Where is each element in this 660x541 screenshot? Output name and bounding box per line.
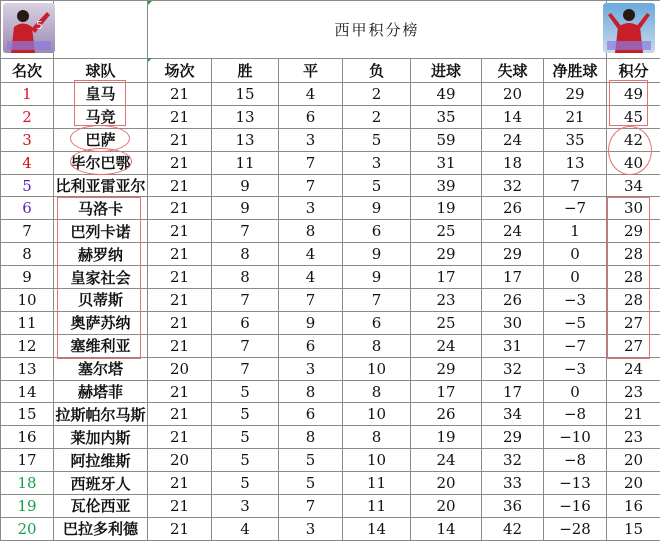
goals-against-cell: 18 [482,151,544,174]
goals-for-cell: 25 [411,220,482,243]
title-blank-cell [54,1,148,59]
right-player-logo [603,3,655,53]
lost-cell: 9 [343,197,411,220]
goal-diff-cell: −7 [544,197,607,220]
team-cell: 奥萨苏纳 [54,311,148,334]
played-cell: 20 [148,449,212,472]
rank-cell: 9 [1,266,54,289]
rank-cell: 8 [1,243,54,266]
goals-against-cell: 32 [482,174,544,197]
drawn-cell: 5 [279,472,343,495]
header-cell: 进球 [411,59,482,83]
table-row [1,174,660,197]
goals-for-cell: 49 [411,83,482,106]
won-cell: 7 [212,220,279,243]
rank-cell: 6 [1,197,54,220]
goal-diff-cell: −3 [544,289,607,312]
won-cell: 5 [212,403,279,426]
drawn-cell: 3 [279,517,343,540]
played-cell: 21 [148,334,212,357]
table-row [1,380,660,403]
goals-for-cell: 19 [411,426,482,449]
header-cell: 积分 [607,59,660,83]
left-player-logo [3,3,55,53]
lost-cell: 10 [343,449,411,472]
goal-diff-cell: −7 [544,334,607,357]
team-cell: 阿拉维斯 [54,449,148,472]
drawn-cell: 7 [279,289,343,312]
table-row [1,197,660,220]
goal-diff-cell: 21 [544,105,607,128]
rank-cell: 12 [1,334,54,357]
goals-against-cell: 32 [482,449,544,472]
drawn-cell: 8 [279,426,343,449]
goals-for-cell: 59 [411,128,482,151]
lost-cell: 10 [343,357,411,380]
points-cell: 28 [607,243,660,266]
rank-cell: 10 [1,289,54,312]
points-cell: 21 [607,403,660,426]
team-cell: 马洛卡 [54,197,148,220]
goals-against-cell: 24 [482,128,544,151]
goal-diff-cell: 7 [544,174,607,197]
played-cell: 21 [148,174,212,197]
svg-text:5: 5 [36,19,43,32]
title-row [1,1,660,59]
played-cell: 20 [148,357,212,380]
goals-against-cell: 33 [482,472,544,495]
rank-cell: 20 [1,517,54,540]
played-cell: 21 [148,128,212,151]
rank-cell: 15 [1,403,54,426]
drawn-cell: 7 [279,495,343,518]
won-cell: 9 [212,174,279,197]
goal-diff-cell: 0 [544,243,607,266]
table-row [1,128,660,151]
played-cell: 21 [148,197,212,220]
goal-diff-cell: 13 [544,151,607,174]
played-cell: 21 [148,472,212,495]
header-cell: 失球 [482,59,544,83]
lost-cell: 5 [343,174,411,197]
won-cell: 8 [212,243,279,266]
drawn-cell: 6 [279,105,343,128]
header-cell: 净胜球 [544,59,607,83]
goal-diff-cell: −16 [544,495,607,518]
goal-diff-cell: −8 [544,449,607,472]
won-cell: 5 [212,426,279,449]
goals-for-cell: 24 [411,334,482,357]
points-cell: 30 [607,197,660,220]
goals-against-cell: 29 [482,243,544,266]
played-cell: 21 [148,289,212,312]
goal-diff-cell: 0 [544,266,607,289]
lost-cell: 6 [343,311,411,334]
goals-against-cell: 42 [482,517,544,540]
points-cell: 15 [607,517,660,540]
drawn-cell: 7 [279,174,343,197]
team-cell: 赫罗纳 [54,243,148,266]
goals-for-cell: 25 [411,311,482,334]
header-cell: 球队 [54,59,148,83]
goals-against-cell: 20 [482,83,544,106]
lost-cell: 8 [343,334,411,357]
goals-for-cell: 20 [411,472,482,495]
played-cell: 21 [148,105,212,128]
table-row [1,311,660,334]
drawn-cell: 8 [279,380,343,403]
team-cell: 皇家社会 [54,266,148,289]
lost-cell: 14 [343,517,411,540]
cell-comment-tick [148,58,152,62]
drawn-cell: 3 [279,128,343,151]
won-cell: 15 [212,83,279,106]
played-cell: 21 [148,517,212,540]
rank-cell: 16 [1,426,54,449]
won-cell: 5 [212,472,279,495]
lost-cell: 5 [343,128,411,151]
goal-diff-cell: 29 [544,83,607,106]
rank-cell: 11 [1,311,54,334]
page-title: 西甲积分榜 [148,1,607,59]
rank-cell: 4 [1,151,54,174]
team-cell: 巴列卡诺 [54,220,148,243]
team-cell: 塞尔塔 [54,357,148,380]
table-row [1,357,660,380]
goal-diff-cell: −3 [544,357,607,380]
drawn-cell: 6 [279,334,343,357]
won-cell: 7 [212,289,279,312]
team-cell: 比利亚雷亚尔 [54,174,148,197]
goals-against-cell: 29 [482,426,544,449]
team-cell: 西班牙人 [54,472,148,495]
goal-diff-cell: 35 [544,128,607,151]
goals-against-cell: 26 [482,197,544,220]
points-cell: 45 [607,105,660,128]
points-cell: 29 [607,220,660,243]
won-cell: 5 [212,449,279,472]
team-cell: 马竞 [54,105,148,128]
goals-against-cell: 17 [482,380,544,403]
lost-cell: 11 [343,472,411,495]
drawn-cell: 7 [279,151,343,174]
points-cell: 24 [607,357,660,380]
goals-for-cell: 31 [411,151,482,174]
rank-cell: 7 [1,220,54,243]
table-row [1,495,660,518]
lost-cell: 3 [343,151,411,174]
team-cell: 拉斯帕尔马斯 [54,403,148,426]
goals-against-cell: 36 [482,495,544,518]
played-cell: 21 [148,403,212,426]
goals-for-cell: 23 [411,289,482,312]
won-cell: 7 [212,334,279,357]
header-cell: 胜 [212,59,279,83]
points-cell: 20 [607,449,660,472]
played-cell: 21 [148,495,212,518]
goal-diff-cell: −8 [544,403,607,426]
goals-for-cell: 26 [411,403,482,426]
rank-cell: 1 [1,83,54,106]
points-cell: 23 [607,380,660,403]
goals-for-cell: 24 [411,449,482,472]
won-cell: 5 [212,380,279,403]
played-cell: 21 [148,426,212,449]
goals-against-cell: 24 [482,220,544,243]
team-cell: 瓦伦西亚 [54,495,148,518]
cell-comment-tick [148,1,152,5]
table-row [1,334,660,357]
table-row [1,426,660,449]
won-cell: 13 [212,128,279,151]
played-cell: 21 [148,380,212,403]
team-cell: 毕尔巴鄂 [54,151,148,174]
goals-for-cell: 20 [411,495,482,518]
rank-cell: 19 [1,495,54,518]
points-cell: 28 [607,289,660,312]
goals-for-cell: 29 [411,357,482,380]
won-cell: 6 [212,311,279,334]
lost-cell: 7 [343,289,411,312]
table-row [1,83,660,106]
goals-for-cell: 29 [411,243,482,266]
rank-cell: 14 [1,380,54,403]
lost-cell: 8 [343,426,411,449]
goals-against-cell: 31 [482,334,544,357]
points-cell: 20 [607,472,660,495]
goal-diff-cell: −13 [544,472,607,495]
team-cell: 巴拉多利德 [54,517,148,540]
goals-against-cell: 17 [482,266,544,289]
drawn-cell: 8 [279,220,343,243]
goals-against-cell: 26 [482,289,544,312]
goal-diff-cell: −28 [544,517,607,540]
drawn-cell: 4 [279,243,343,266]
team-cell: 塞维利亚 [54,334,148,357]
rank-cell: 2 [1,105,54,128]
lost-cell: 2 [343,105,411,128]
rank-cell: 3 [1,128,54,151]
team-cell: 皇马 [54,83,148,106]
table-row [1,151,660,174]
team-cell: 巴萨 [54,128,148,151]
played-cell: 21 [148,83,212,106]
rank-cell: 13 [1,357,54,380]
drawn-cell: 3 [279,197,343,220]
points-cell: 28 [607,266,660,289]
goals-for-cell: 14 [411,517,482,540]
goals-for-cell: 17 [411,266,482,289]
played-cell: 21 [148,220,212,243]
goals-against-cell: 30 [482,311,544,334]
drawn-cell: 9 [279,311,343,334]
played-cell: 21 [148,151,212,174]
goal-diff-cell: −10 [544,426,607,449]
lost-cell: 9 [343,243,411,266]
header-cell: 平 [279,59,343,83]
drawn-cell: 4 [279,83,343,106]
goal-diff-cell: 0 [544,380,607,403]
team-cell: 莱加内斯 [54,426,148,449]
lost-cell: 10 [343,403,411,426]
points-cell: 16 [607,495,660,518]
table-row [1,449,660,472]
drawn-cell: 6 [279,403,343,426]
goal-diff-cell: −5 [544,311,607,334]
points-cell: 34 [607,174,660,197]
header-cell: 负 [343,59,411,83]
table-row [1,289,660,312]
header-cell: 名次 [1,59,54,83]
drawn-cell: 4 [279,266,343,289]
table-row [1,266,660,289]
points-cell: 27 [607,311,660,334]
lost-cell: 6 [343,220,411,243]
table-row [1,517,660,540]
goals-for-cell: 17 [411,380,482,403]
header-row [1,59,660,83]
goals-against-cell: 34 [482,403,544,426]
lost-cell: 9 [343,266,411,289]
team-cell: 赫塔菲 [54,380,148,403]
won-cell: 3 [212,495,279,518]
rank-cell: 18 [1,472,54,495]
played-cell: 21 [148,311,212,334]
points-cell: 23 [607,426,660,449]
lost-cell: 11 [343,495,411,518]
lost-cell: 8 [343,380,411,403]
goals-against-cell: 32 [482,357,544,380]
table-row [1,220,660,243]
drawn-cell: 5 [279,449,343,472]
points-cell: 49 [607,83,660,106]
played-cell: 21 [148,243,212,266]
table-row [1,403,660,426]
won-cell: 13 [212,105,279,128]
goals-for-cell: 35 [411,105,482,128]
points-cell: 27 [607,334,660,357]
goal-diff-cell: 1 [544,220,607,243]
won-cell: 8 [212,266,279,289]
goals-for-cell: 39 [411,174,482,197]
points-cell: 40 [607,151,660,174]
played-cell: 21 [148,266,212,289]
won-cell: 4 [212,517,279,540]
lost-cell: 2 [343,83,411,106]
points-cell: 42 [607,128,660,151]
won-cell: 9 [212,197,279,220]
rank-cell: 5 [1,174,54,197]
team-cell: 贝蒂斯 [54,289,148,312]
goals-against-cell: 14 [482,105,544,128]
table-row [1,472,660,495]
drawn-cell: 3 [279,357,343,380]
goals-for-cell: 19 [411,197,482,220]
table-row [1,105,660,128]
won-cell: 11 [212,151,279,174]
table-row [1,243,660,266]
rank-cell: 17 [1,449,54,472]
header-cell: 场次 [148,59,212,83]
won-cell: 7 [212,357,279,380]
